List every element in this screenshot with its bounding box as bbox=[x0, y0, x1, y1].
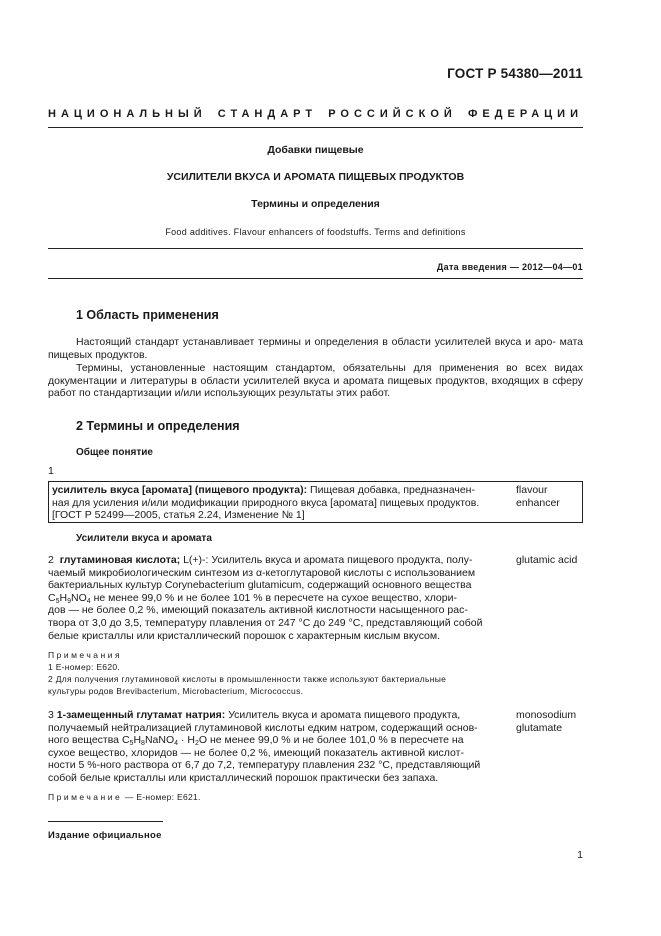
introduction-date: Дата введения — 2012—04—01 bbox=[436, 262, 583, 272]
header-rule-top bbox=[48, 127, 583, 128]
footer-rule bbox=[48, 821, 163, 822]
title-english: Food additives. Flavour enhancers of foodstuffs. Terms and definitions bbox=[165, 227, 466, 237]
term3-note: Примечание — Е-номер: Е621. bbox=[48, 792, 201, 802]
date-rule bbox=[48, 278, 583, 279]
document-number: ГОСТ Р 54380—2011 bbox=[447, 66, 583, 81]
enhancers-heading: Усилители вкуса и аромата bbox=[76, 533, 212, 544]
standard-word: СТАНДАРТ bbox=[217, 108, 318, 120]
term2-english: glutamic acid bbox=[516, 554, 578, 566]
term3-name: 1-замещенный глутамат натрия: bbox=[56, 709, 226, 721]
russian-word: РОССИЙСКОЙ bbox=[328, 108, 457, 120]
term1-definition: усилитель вкуса [аромата] (пищевого продукта): Пищевая добавка, предназначен- ная для усиления и/или модификации природного вкуса [аромата] пищевых продуктов. [ГОСТ Р 52499—2005, статья 2.24, Изменение № 1] bbox=[52, 484, 480, 522]
title-line3: Термины и определения bbox=[251, 198, 380, 210]
term1-name: усилитель вкуса [аромата] (пищевого продукта): bbox=[52, 484, 308, 496]
term2-name: глутаминовая кислота; bbox=[59, 554, 181, 566]
term3-english: monosodium glutamate bbox=[516, 709, 577, 734]
term2-definition: 2 глутаминовая кислота; L(+)-: Усилитель вкуса и аромата пищевого продукта, полу- чаемый микробиологическим синтезом из α-кетоглутаровой кислоты с использованием бактериальных культур Corynebacterium glutamicum, содержащий основного вещества $C_5H_9NO_4$ не менее 99,0 % и не более 101 % в пересчете на сухое вещество, хлори- дов — не более 0,2 %, имеющий показатель активной кислотности насыщенного рас- твора от 3,0 до 3,5, температуру плавления от 247 °С до 249 °С, представляющий собой белые кристаллы или кристаллический порошок с характерным кислым вкусом. bbox=[48, 554, 483, 642]
official-edition: Издание официальное bbox=[48, 830, 162, 841]
general-concept-heading: Общее понятие bbox=[76, 447, 153, 458]
section2-heading: 2 Термины и определения bbox=[76, 419, 240, 433]
section1-paragraph2: Термины, установленные настоящим стандартом, обязательны для применения во всех видах документации и литературы в области усилителей вкуса и аромата пищевых продуктов, входящих в сферу работ по стандартизации и/или использующих результаты этих работ. bbox=[48, 362, 583, 400]
federation-word: ФЕДЕРАЦИИ bbox=[467, 108, 583, 120]
title-rule bbox=[48, 248, 583, 249]
term2-notes: Примечания 1 Е-номер: Е620. 2 Для получения глутаминовой кислоты в промышленности также используют бактериальные культуры родов Brevibacterium, Microbacterium, Micrococcus. bbox=[48, 650, 447, 696]
title-line1: Добавки пищевые bbox=[267, 144, 364, 156]
national-standard-line bbox=[48, 108, 583, 120]
term3-definition: 3 1-замещенный глутамат натрия: Усилитель вкуса и аромата пищевого продукта, получаемый нейтрализацией глутаминовой кислоты едким натром, содержащий основ- ного вещества $C_5H_8NaNO_4 \cdot H_2O$ не менее 99,0 % и не более 101,0 % в пересчете на сухое вещество, хлоридов — не более 0,2 %, имеющий показатель активной кислот- ности 5 %-ного раствора от 6,7 до 7,2, температуру плавления 232 °С, представляющий собой белые кристаллы или кристаллический порошок практически без запаха. bbox=[48, 709, 481, 784]
section1-heading: 1 Область применения bbox=[76, 308, 219, 322]
term1-number: 1 bbox=[48, 465, 54, 477]
page-number: 1 bbox=[577, 849, 583, 861]
term2-formula: $C_5H_9NO_4$ bbox=[48, 591, 91, 605]
term1-english: flavour enhancer bbox=[516, 484, 560, 509]
national-word: НАЦИОНАЛЬНЫЙ bbox=[48, 108, 207, 120]
title-main: УСИЛИТЕЛИ ВКУСА И АРОМАТА ПИЩЕВЫХ ПРОДУКТОВ bbox=[166, 171, 465, 183]
term3-formula: $C_5H_8NaNO_4 \cdot H_2O$ bbox=[121, 734, 208, 748]
section1-paragraph1: Настоящий стандарт устанавливает термины и определения в области усилителей вкуса и аро- мата пищевых продуктов. bbox=[48, 336, 583, 361]
